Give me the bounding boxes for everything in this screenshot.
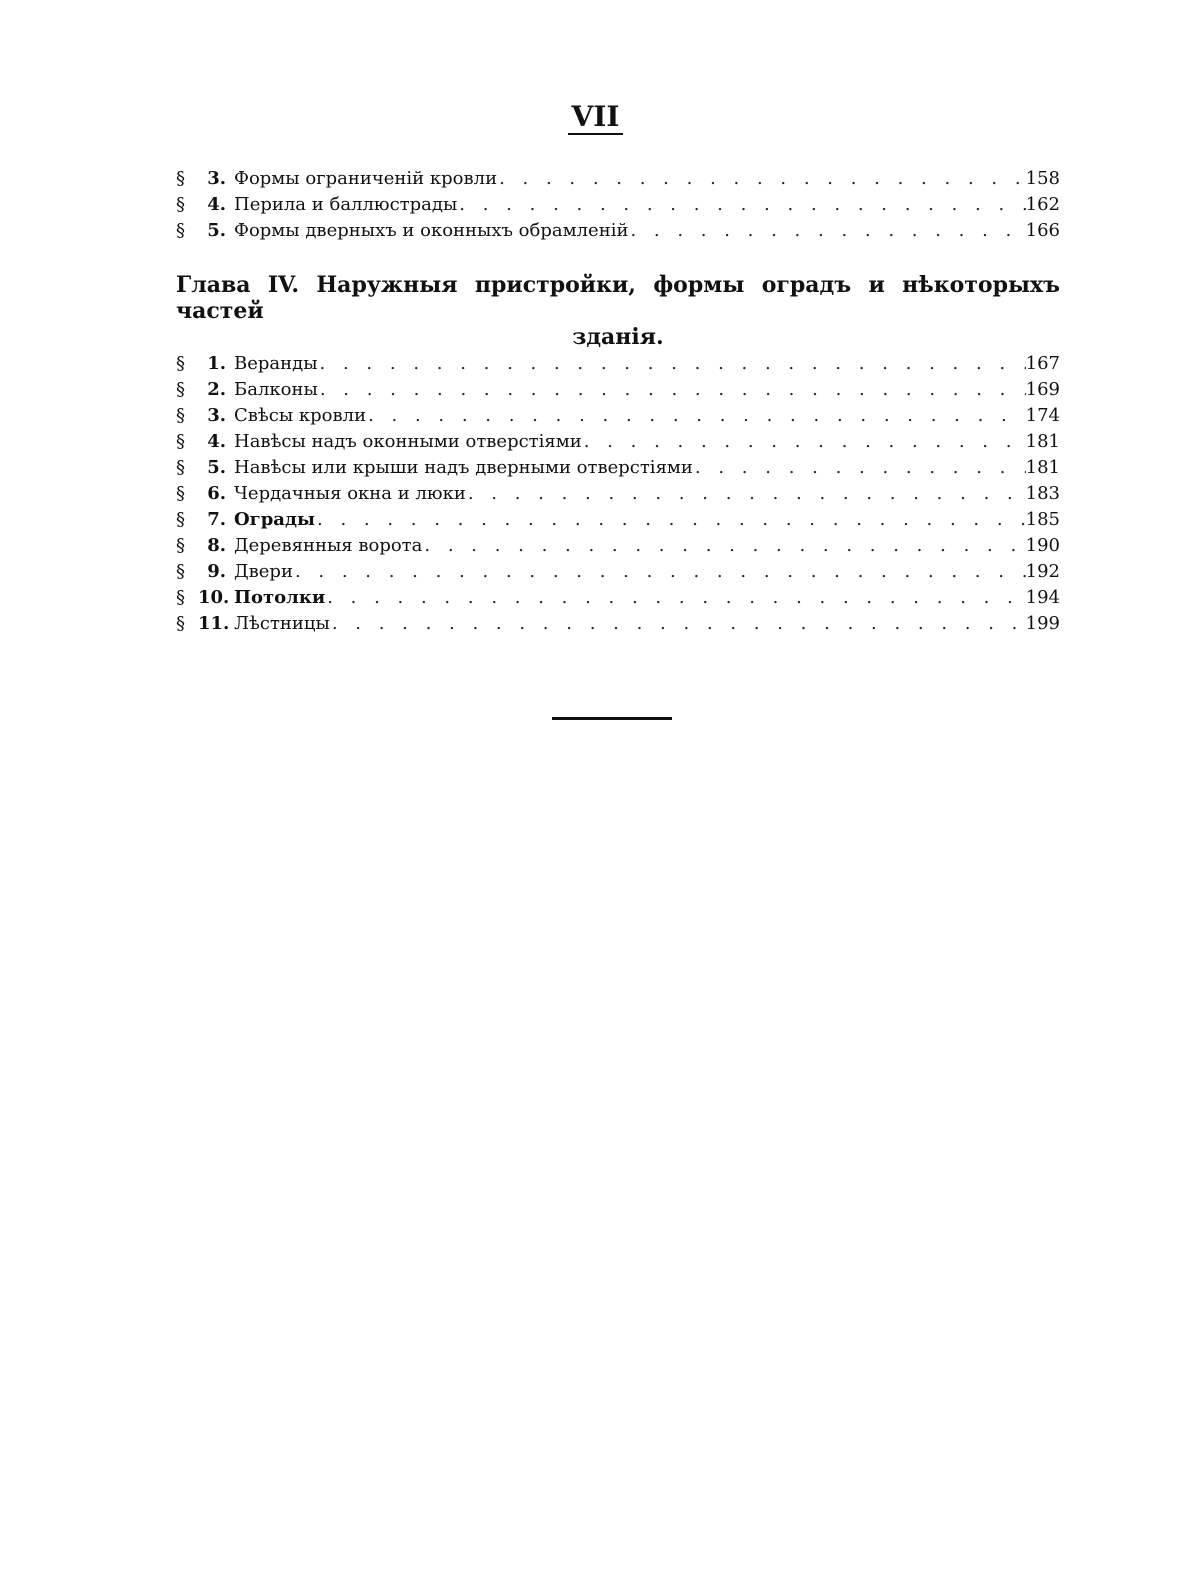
leader-dots — [422, 533, 1025, 559]
entry-page: 169 — [1025, 379, 1060, 400]
leader-dots — [466, 481, 1026, 507]
entry-title: Формы ограниченій кровли — [234, 168, 498, 189]
toc-list-chapter-iv — [176, 351, 1060, 637]
toc-entry[interactable] — [176, 166, 1060, 192]
entry-page: 174 — [1025, 405, 1060, 426]
leader-dots — [318, 377, 1026, 403]
section-sign: § — [176, 431, 185, 452]
leader-dots — [497, 166, 1026, 192]
entry-page: 181 — [1025, 457, 1060, 478]
section-sign: § — [176, 561, 185, 582]
entry-page: 167 — [1025, 353, 1060, 374]
toc-entry[interactable] — [176, 507, 1060, 533]
toc-entry[interactable] — [176, 559, 1060, 585]
section-sign: § — [176, 194, 185, 215]
entry-title: Чердачныя окна и люки — [234, 483, 466, 504]
page-number-text: VII — [568, 103, 624, 135]
section-sign: § — [176, 587, 185, 608]
entry-number: 11. — [198, 613, 230, 634]
entry-number: 6. — [207, 483, 226, 504]
section-sign: § — [176, 457, 185, 478]
toc-entry[interactable] — [176, 429, 1060, 455]
section-sign: § — [176, 483, 185, 504]
entry-number: 1. — [207, 353, 226, 374]
entry-number: 3. — [207, 405, 226, 426]
entry-page: 181 — [1025, 431, 1060, 452]
section-sign: § — [176, 613, 185, 634]
leader-dots — [330, 611, 1026, 637]
entry-page: 166 — [1025, 220, 1060, 241]
entry-page: 162 — [1025, 194, 1060, 215]
leader-dots — [693, 455, 1026, 481]
entry-page: 194 — [1025, 587, 1060, 608]
entry-title: Ограды — [234, 509, 315, 530]
leader-dots — [315, 507, 1026, 533]
chapter-heading-line2: зданія. — [572, 324, 664, 350]
entry-title: Свѣсы кровли — [234, 405, 367, 426]
entry-title: Веранды — [234, 353, 318, 374]
entry-number: 3. — [207, 168, 226, 189]
entry-page: 158 — [1025, 168, 1060, 189]
entry-number: 8. — [207, 535, 226, 556]
entry-number: 7. — [207, 509, 226, 530]
toc-entry[interactable] — [176, 533, 1060, 559]
section-sign: § — [176, 353, 185, 374]
entry-title: Балконы — [234, 379, 318, 400]
toc-entry[interactable] — [176, 351, 1060, 377]
entry-title: Навѣсы надъ оконными отверстіями — [234, 431, 582, 452]
entry-title: Лѣстницы — [234, 613, 330, 634]
toc-entry[interactable] — [176, 218, 1060, 244]
entry-page: 192 — [1025, 561, 1060, 582]
section-sign: § — [176, 379, 185, 400]
section-sign: § — [176, 405, 185, 426]
section-sign: § — [176, 509, 185, 530]
entry-number: 4. — [207, 431, 226, 452]
entry-page: 199 — [1025, 613, 1060, 634]
leader-dots — [457, 192, 1025, 218]
entry-number: 2. — [207, 379, 226, 400]
toc-entry[interactable] — [176, 611, 1060, 637]
leader-dots — [366, 403, 1026, 429]
entry-number: 9. — [207, 561, 226, 582]
leader-dots — [325, 585, 1025, 611]
toc-entry[interactable] — [176, 403, 1060, 429]
toc-list-previous-chapter — [176, 166, 1060, 244]
page-number — [0, 100, 1191, 135]
entry-page: 190 — [1025, 535, 1060, 556]
end-rule-divider — [552, 717, 672, 720]
entry-title: Двери — [234, 561, 293, 582]
chapter-heading-line1: Глава IV. Наружныя пристройки, формы оградъ и нѣкоторыхъ частей — [176, 272, 1060, 324]
entry-number: 5. — [207, 220, 226, 241]
section-sign: § — [176, 535, 185, 556]
entry-title: Деревянныя ворота — [234, 535, 423, 556]
chapter-heading — [176, 272, 1060, 350]
toc-entry[interactable] — [176, 585, 1060, 611]
leader-dots — [293, 559, 1026, 585]
entry-number: 5. — [207, 457, 226, 478]
entry-number: 10. — [198, 587, 230, 608]
leader-dots — [318, 351, 1026, 377]
leader-dots — [628, 218, 1025, 244]
leader-dots — [582, 429, 1026, 455]
toc-entry[interactable] — [176, 192, 1060, 218]
entry-title: Формы дверныхъ и оконныхъ обрамленій — [234, 220, 629, 241]
entry-page: 185 — [1025, 509, 1060, 530]
entry-title: Перила и баллюстрады — [234, 194, 458, 215]
section-sign: § — [176, 220, 185, 241]
toc-entry[interactable] — [176, 481, 1060, 507]
entry-number: 4. — [207, 194, 226, 215]
entry-title: Потолки — [234, 587, 326, 608]
toc-entry[interactable] — [176, 455, 1060, 481]
section-sign: § — [176, 168, 185, 189]
entry-page: 183 — [1025, 483, 1060, 504]
toc-entry[interactable] — [176, 377, 1060, 403]
entry-title: Навѣсы или крыши надъ дверными отверстіями — [234, 457, 693, 478]
